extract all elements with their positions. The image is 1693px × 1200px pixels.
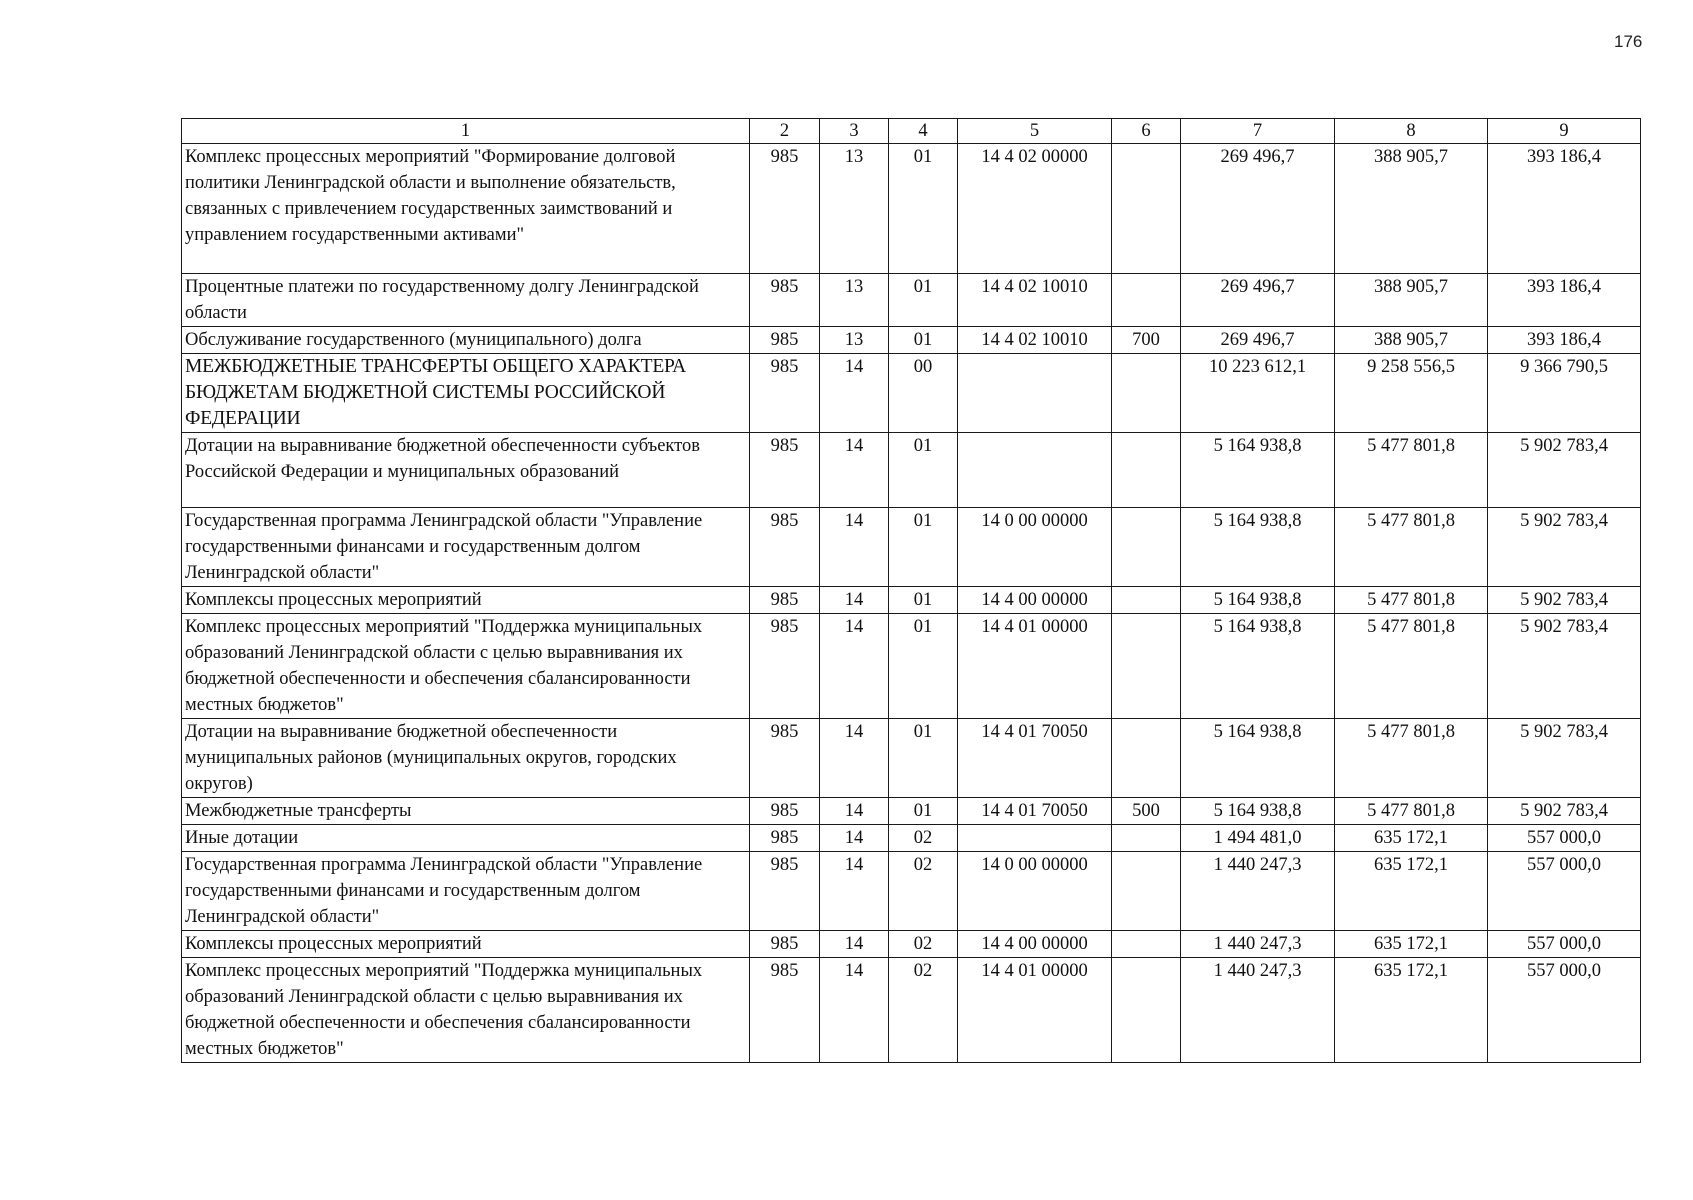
table-row [182, 508, 1641, 587]
expense-type-code [1112, 852, 1181, 931]
section-code: 13 [820, 327, 889, 354]
table-body [182, 144, 1641, 1063]
expense-type-code [1112, 931, 1181, 958]
amount-col-7: 1 440 247,3 [1181, 931, 1335, 958]
amount-col-8: 635 172,1 [1335, 958, 1488, 1063]
section-code: 14 [820, 354, 889, 433]
target-article-code: 14 4 01 00000 [958, 614, 1112, 719]
expense-type-code [1112, 587, 1181, 614]
target-article-code: 14 4 02 10010 [958, 327, 1112, 354]
ministry-code: 985 [750, 825, 820, 852]
table-row [182, 433, 1641, 508]
target-article-code: 14 0 00 00000 [958, 852, 1112, 931]
amount-col-8: 635 172,1 [1335, 852, 1488, 931]
target-article-code [958, 825, 1112, 852]
subsection-code: 01 [889, 508, 958, 587]
column-header-8: 8 [1335, 119, 1488, 144]
amount-col-7: 269 496,7 [1181, 144, 1335, 274]
subsection-code: 01 [889, 719, 958, 798]
amount-col-8: 388 905,7 [1335, 327, 1488, 354]
item-name: Межбюджетные трансферты [182, 798, 750, 825]
target-article-code: 14 4 02 10010 [958, 274, 1112, 327]
expense-type-code [1112, 614, 1181, 719]
amount-col-7: 269 496,7 [1181, 274, 1335, 327]
expense-type-code [1112, 508, 1181, 587]
table-row [182, 587, 1641, 614]
table-row [182, 354, 1641, 433]
ministry-code: 985 [750, 274, 820, 327]
amount-col-9: 5 902 783,4 [1488, 798, 1641, 825]
item-name: Комплекс процессных мероприятий "Поддержка муниципальных образований Ленинградской области с целью выравнивания их бюджетной обеспеченности и обеспечения сбалансированности местных бюджетов" [182, 614, 750, 719]
column-number-row [182, 119, 1641, 144]
subsection-code: 00 [889, 354, 958, 433]
amount-col-7: 10 223 612,1 [1181, 354, 1335, 433]
page-number: 176 [1614, 32, 1643, 51]
column-header-3: 3 [820, 119, 889, 144]
ministry-code: 985 [750, 587, 820, 614]
item-name: Комплекс процессных мероприятий "Поддержка муниципальных образований Ленинградской области с целью выравнивания их бюджетной обеспеченности и обеспечения сбалансированности местных бюджетов" [182, 958, 750, 1063]
section-code: 14 [820, 825, 889, 852]
target-article-code: 14 4 00 00000 [958, 931, 1112, 958]
amount-col-8: 388 905,7 [1335, 144, 1488, 274]
expense-type-code: 700 [1112, 327, 1181, 354]
table-row [182, 614, 1641, 719]
subsection-code: 02 [889, 852, 958, 931]
item-name: Государственная программа Ленинградской области "Управление государственными финансами и государственным долгом Ленинградской области" [182, 852, 750, 931]
amount-col-7: 5 164 938,8 [1181, 508, 1335, 587]
section-code: 14 [820, 719, 889, 798]
ministry-code: 985 [750, 852, 820, 931]
amount-col-9: 5 902 783,4 [1488, 508, 1641, 587]
table-row [182, 852, 1641, 931]
amount-col-8: 5 477 801,8 [1335, 508, 1488, 587]
item-name: Дотации на выравнивание бюджетной обеспеченности муниципальных районов (муниципальных округов, городских округов) [182, 719, 750, 798]
budget-table [181, 118, 1641, 1063]
item-name: Комплексы процессных мероприятий [182, 587, 750, 614]
target-article-code: 14 4 01 00000 [958, 958, 1112, 1063]
amount-col-7: 269 496,7 [1181, 327, 1335, 354]
table-row [182, 274, 1641, 327]
column-header-6: 6 [1112, 119, 1181, 144]
amount-col-7: 1 440 247,3 [1181, 958, 1335, 1063]
table-row [182, 931, 1641, 958]
section-code: 14 [820, 798, 889, 825]
column-header-5: 5 [958, 119, 1112, 144]
column-header-9: 9 [1488, 119, 1641, 144]
table-row [182, 798, 1641, 825]
subsection-code: 02 [889, 825, 958, 852]
table-row [182, 144, 1641, 274]
subsection-code: 02 [889, 931, 958, 958]
target-article-code: 14 4 00 00000 [958, 587, 1112, 614]
target-article-code: 14 4 01 70050 [958, 719, 1112, 798]
table-row [182, 825, 1641, 852]
section-code: 13 [820, 274, 889, 327]
expense-type-code [1112, 719, 1181, 798]
section-code: 14 [820, 852, 889, 931]
amount-col-7: 1 494 481,0 [1181, 825, 1335, 852]
amount-col-7: 5 164 938,8 [1181, 719, 1335, 798]
ministry-code: 985 [750, 508, 820, 587]
amount-col-9: 393 186,4 [1488, 327, 1641, 354]
amount-col-9: 557 000,0 [1488, 852, 1641, 931]
amount-col-9: 393 186,4 [1488, 144, 1641, 274]
amount-col-8: 5 477 801,8 [1335, 587, 1488, 614]
amount-col-7: 1 440 247,3 [1181, 852, 1335, 931]
ministry-code: 985 [750, 719, 820, 798]
amount-col-8: 5 477 801,8 [1335, 433, 1488, 508]
subsection-code: 02 [889, 958, 958, 1063]
expense-type-code [1112, 958, 1181, 1063]
section-code: 14 [820, 614, 889, 719]
amount-col-8: 5 477 801,8 [1335, 614, 1488, 719]
amount-col-8: 635 172,1 [1335, 825, 1488, 852]
subsection-code: 01 [889, 433, 958, 508]
table-row [182, 719, 1641, 798]
amount-col-7: 5 164 938,8 [1181, 587, 1335, 614]
table-row [182, 958, 1641, 1063]
item-name: Комплексы процессных мероприятий [182, 931, 750, 958]
ministry-code: 985 [750, 354, 820, 433]
section-code: 13 [820, 144, 889, 274]
ministry-code: 985 [750, 958, 820, 1063]
amount-col-9: 5 902 783,4 [1488, 433, 1641, 508]
amount-col-8: 9 258 556,5 [1335, 354, 1488, 433]
amount-col-9: 9 366 790,5 [1488, 354, 1641, 433]
item-name: Государственная программа Ленинградской области "Управление государственными финансами и государственным долгом Ленинградской области" [182, 508, 750, 587]
subsection-code: 01 [889, 144, 958, 274]
target-article-code: 14 4 01 70050 [958, 798, 1112, 825]
amount-col-9: 557 000,0 [1488, 825, 1641, 852]
ministry-code: 985 [750, 931, 820, 958]
amount-col-8: 5 477 801,8 [1335, 719, 1488, 798]
amount-col-7: 5 164 938,8 [1181, 614, 1335, 719]
expense-type-code [1112, 354, 1181, 433]
expense-type-code [1112, 825, 1181, 852]
item-name: Обслуживание государственного (муниципального) долга [182, 327, 750, 354]
amount-col-7: 5 164 938,8 [1181, 798, 1335, 825]
amount-col-9: 557 000,0 [1488, 931, 1641, 958]
amount-col-9: 557 000,0 [1488, 958, 1641, 1063]
column-header-1: 1 [182, 119, 750, 144]
item-name: Дотации на выравнивание бюджетной обеспеченности субъектов Российской Федерации и муниципальных образований [182, 433, 750, 508]
amount-col-9: 5 902 783,4 [1488, 614, 1641, 719]
ministry-code: 985 [750, 433, 820, 508]
column-header-2: 2 [750, 119, 820, 144]
ministry-code: 985 [750, 614, 820, 719]
item-name: Иные дотации [182, 825, 750, 852]
item-name: Процентные платежи по государственному долгу Ленинградской области [182, 274, 750, 327]
subsection-code: 01 [889, 587, 958, 614]
section-code: 14 [820, 931, 889, 958]
subsection-code: 01 [889, 274, 958, 327]
column-header-4: 4 [889, 119, 958, 144]
ministry-code: 985 [750, 327, 820, 354]
subsection-code: 01 [889, 614, 958, 719]
section-code: 14 [820, 433, 889, 508]
target-article-code [958, 433, 1112, 508]
target-article-code: 14 4 02 00000 [958, 144, 1112, 274]
column-header-7: 7 [1181, 119, 1335, 144]
expense-type-code [1112, 144, 1181, 274]
table-header [182, 119, 1641, 144]
section-code: 14 [820, 958, 889, 1063]
section-code: 14 [820, 587, 889, 614]
item-name: МЕЖБЮДЖЕТНЫЕ ТРАНСФЕРТЫ ОБЩЕГО ХАРАКТЕРА БЮДЖЕТАМ БЮДЖЕТНОЙ СИСТЕМЫ РОССИЙСКОЙ ФЕДЕРАЦИИ [182, 354, 750, 433]
target-article-code [958, 354, 1112, 433]
section-code: 14 [820, 508, 889, 587]
item-name: Комплекс процессных мероприятий "Формирование долговой политики Ленинградской области и выполнение обязательств, связанных с привлечением государственных заимствований и управлением государственными активами" [182, 144, 750, 274]
amount-col-8: 388 905,7 [1335, 274, 1488, 327]
amount-col-9: 5 902 783,4 [1488, 719, 1641, 798]
table-row [182, 327, 1641, 354]
expense-type-code [1112, 274, 1181, 327]
amount-col-9: 393 186,4 [1488, 274, 1641, 327]
amount-col-9: 5 902 783,4 [1488, 587, 1641, 614]
amount-col-8: 635 172,1 [1335, 931, 1488, 958]
subsection-code: 01 [889, 327, 958, 354]
amount-col-7: 5 164 938,8 [1181, 433, 1335, 508]
ministry-code: 985 [750, 144, 820, 274]
target-article-code: 14 0 00 00000 [958, 508, 1112, 587]
subsection-code: 01 [889, 798, 958, 825]
expense-type-code [1112, 433, 1181, 508]
ministry-code: 985 [750, 798, 820, 825]
amount-col-8: 5 477 801,8 [1335, 798, 1488, 825]
expense-type-code: 500 [1112, 798, 1181, 825]
